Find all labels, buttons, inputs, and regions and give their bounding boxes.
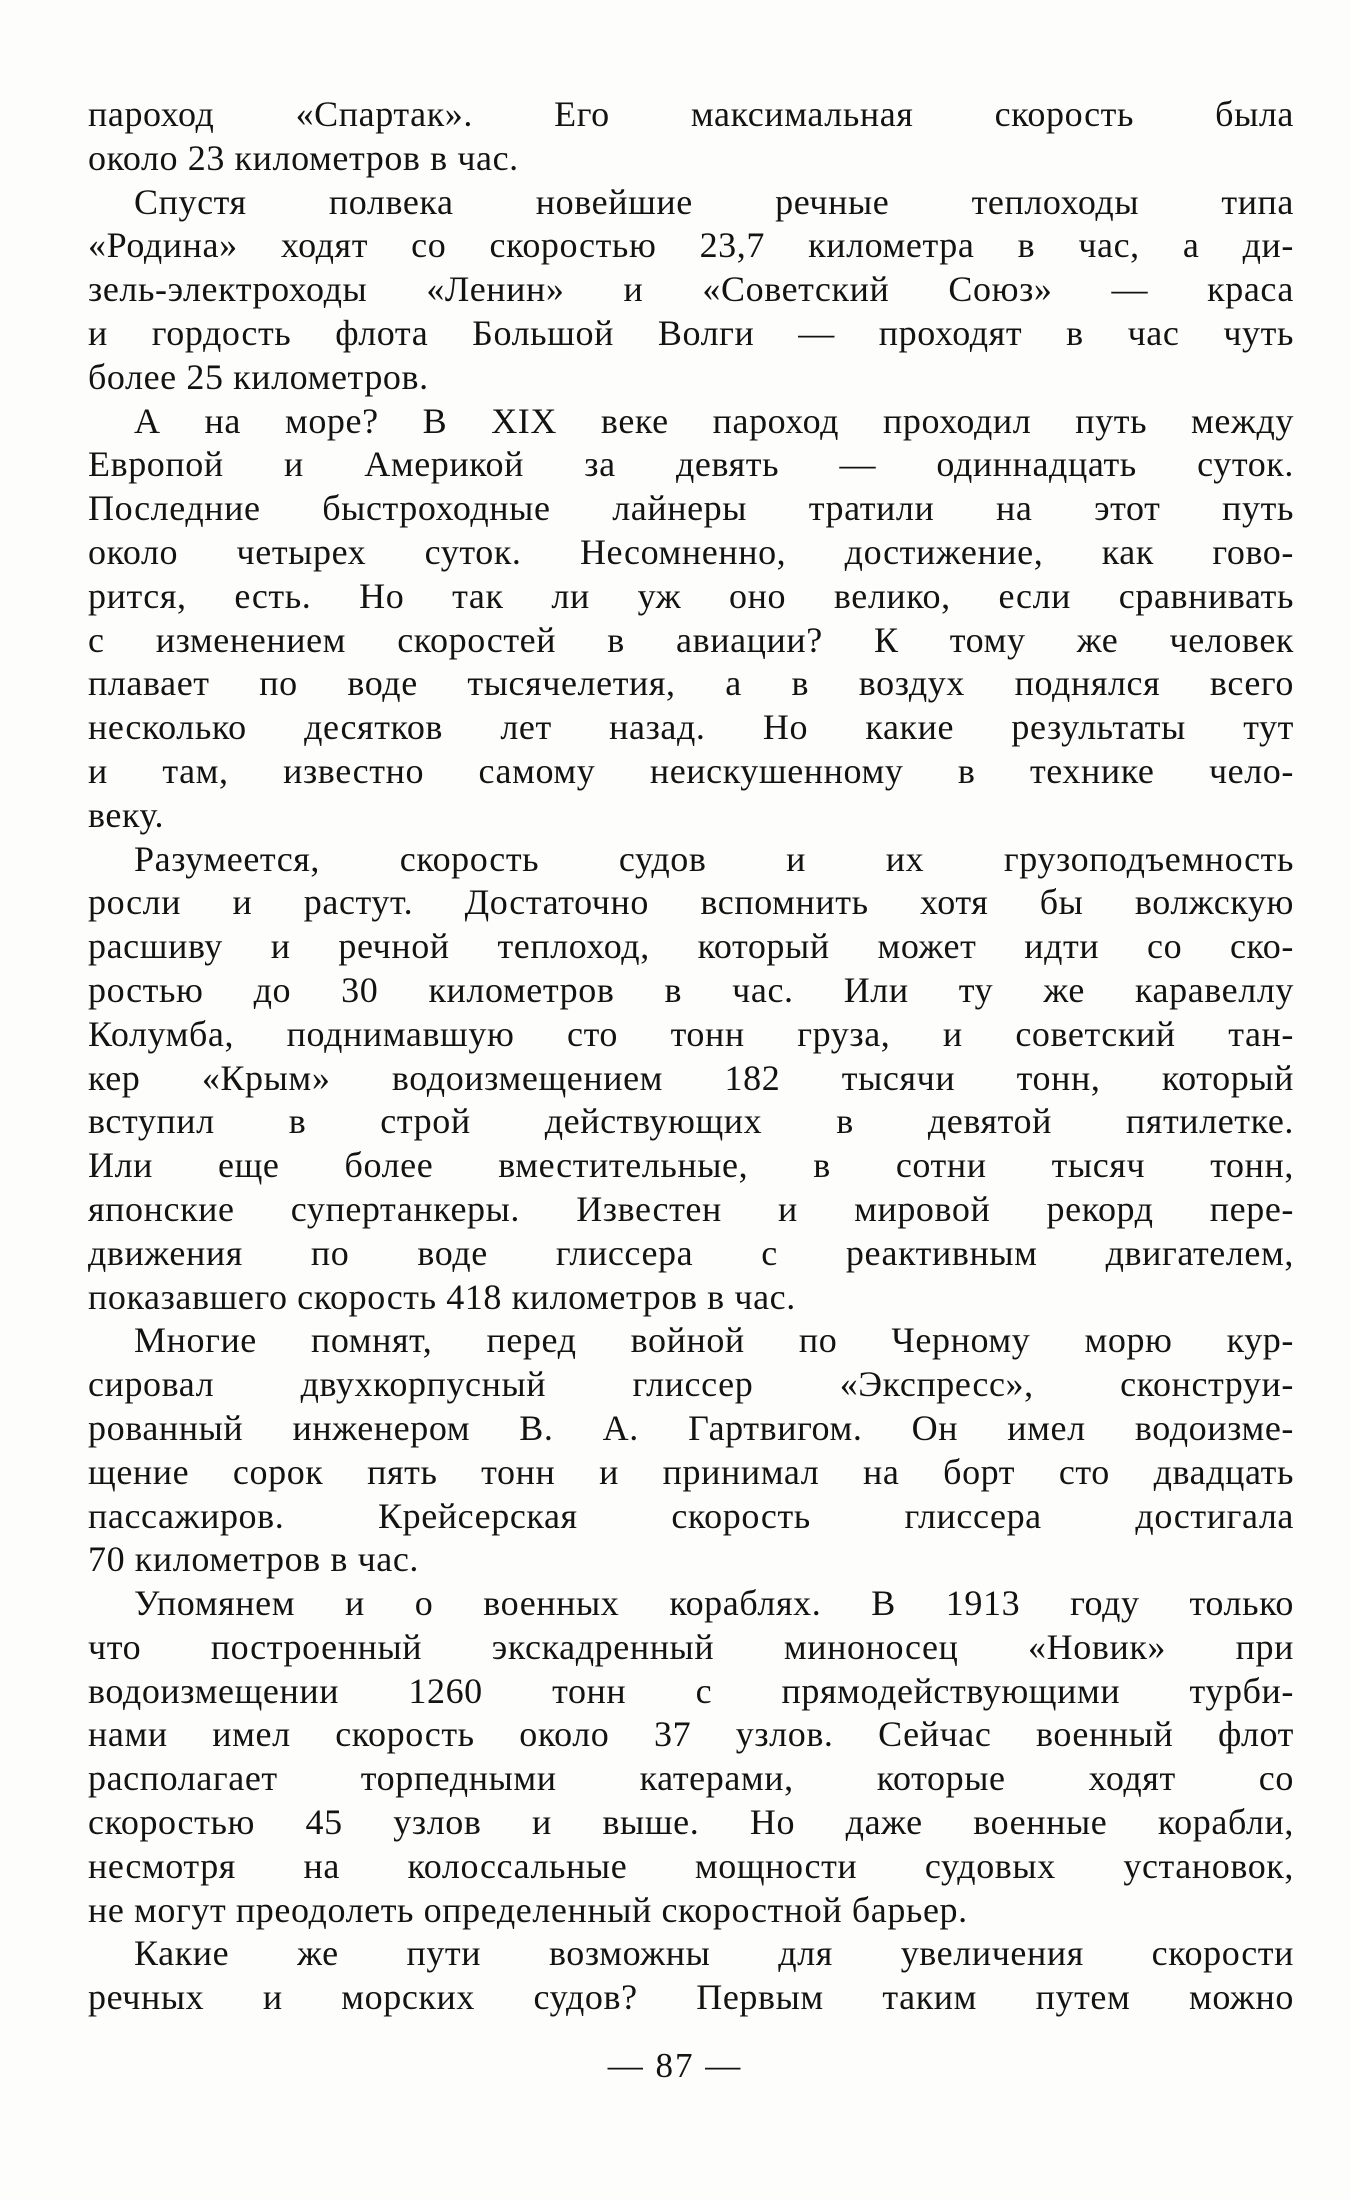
text-line: расшиву и речной теплоход, который может идти со ско- [88, 926, 1294, 967]
text-line: Упомянем и о военных кораблях. В 1913 году только [134, 1583, 1294, 1624]
text-line: несмотря на колоссальные мощности судовых установок, [88, 1845, 1294, 1886]
text-line: 70 километров в час. [88, 1539, 420, 1580]
page-text [88, 93, 1294, 2020]
text-line: располагает торпедными катерами, которые ходят со [88, 1758, 1294, 1799]
text-line: и там, известно самому неискушенному в технике чело- [88, 750, 1294, 791]
text-line: Разумеется, скорость судов и их грузоподъемность [134, 838, 1294, 879]
text-line: кер «Крым» водоизмещением 182 тысячи тонн, который [88, 1057, 1294, 1098]
text-line: Последние быстроходные лайнеры тратили на этот путь [88, 488, 1294, 529]
text-line: росли и растут. Достаточно вспомнить хотя бы волжскую [88, 882, 1294, 923]
text-line: и гордость флота Большой Волги — проходят в час чуть [88, 312, 1294, 353]
text-line: показавшего скорость 418 километров в час. [88, 1276, 796, 1317]
text-line: веку. [88, 794, 165, 835]
text-line: что построенный экскадренный миноносец «Новик» при [88, 1626, 1294, 1667]
text-line: движения по воде глиссера с реактивным двигателем, [88, 1232, 1294, 1273]
text-line: А на море? В XIX веке пароход проходил путь между [134, 400, 1294, 441]
text-line: щение сорок пять тонн и принимал на борт сто двадцать [88, 1451, 1294, 1492]
text-line: зель-электроходы «Ленин» и «Советский Союз» — краса [88, 269, 1294, 310]
text-line: плавает по воде тысячелетия, а в воздух поднялся всего [88, 663, 1294, 704]
text-line: Многие помнят, перед войной по Черному морю кур- [134, 1320, 1294, 1361]
text-line: Колумба, поднимавшую сто тонн груза, и советский тан- [88, 1013, 1294, 1054]
text-line: с изменением скоростей в авиации? К тому же человек [88, 619, 1294, 660]
text-line: рится, есть. Но так ли уж оно велико, если сравнивать [88, 575, 1294, 616]
text-line: скоростью 45 узлов и выше. Но даже военные корабли, [88, 1802, 1294, 1843]
text-line: водоизмещении 1260 тонн с прямодействующими турби- [88, 1670, 1294, 1711]
text-line: сировал двухкорпусный глиссер «Экспресс», сконструи- [88, 1364, 1294, 1405]
text-line: около четырех суток. Несомненно, достижение, как гово- [88, 531, 1294, 572]
page-number: — 87 — [607, 2046, 743, 2085]
text-line: Спустя полвека новейшие речные теплоходы типа [134, 181, 1294, 222]
text-line: ростью до 30 километров в час. Или ту же каравеллу [88, 969, 1294, 1010]
text-line: не могут преодолеть определенный скоростной барьер. [88, 1889, 968, 1930]
text-line: рованный инженером В. А. Гартвигом. Он имел водоизме- [88, 1407, 1294, 1448]
text-line: Или еще более вместительные, в сотни тысяч тонн, [88, 1145, 1294, 1186]
text-line: речных и морских судов? Первым таким путем можно [88, 1977, 1294, 2018]
text-line: «Родина» ходят со скоростью 23,7 километра в час, а ди- [88, 225, 1294, 266]
text-line: около 23 километров в час. [88, 137, 519, 178]
text-line: пассажиров. Крейсерская скорость глиссера достигала [88, 1495, 1294, 1536]
text-line: несколько десятков лет назад. Но какие результаты тут [88, 707, 1294, 748]
text-line: Европой и Америкой за девять — одиннадцать суток. [88, 444, 1294, 485]
text-line: Какие же пути возможны для увеличения скорости [134, 1933, 1294, 1974]
text-line: вступил в строй действующих в девятой пятилетке. [88, 1101, 1294, 1142]
text-line: более 25 километров. [88, 356, 429, 397]
text-line: японские супертанкеры. Известен и мировой рекорд пере- [88, 1188, 1294, 1229]
text-line: нами имел скорость около 37 узлов. Сейчас военный флот [88, 1714, 1294, 1755]
text-line: пароход «Спартак». Его максимальная скорость была [88, 94, 1294, 134]
